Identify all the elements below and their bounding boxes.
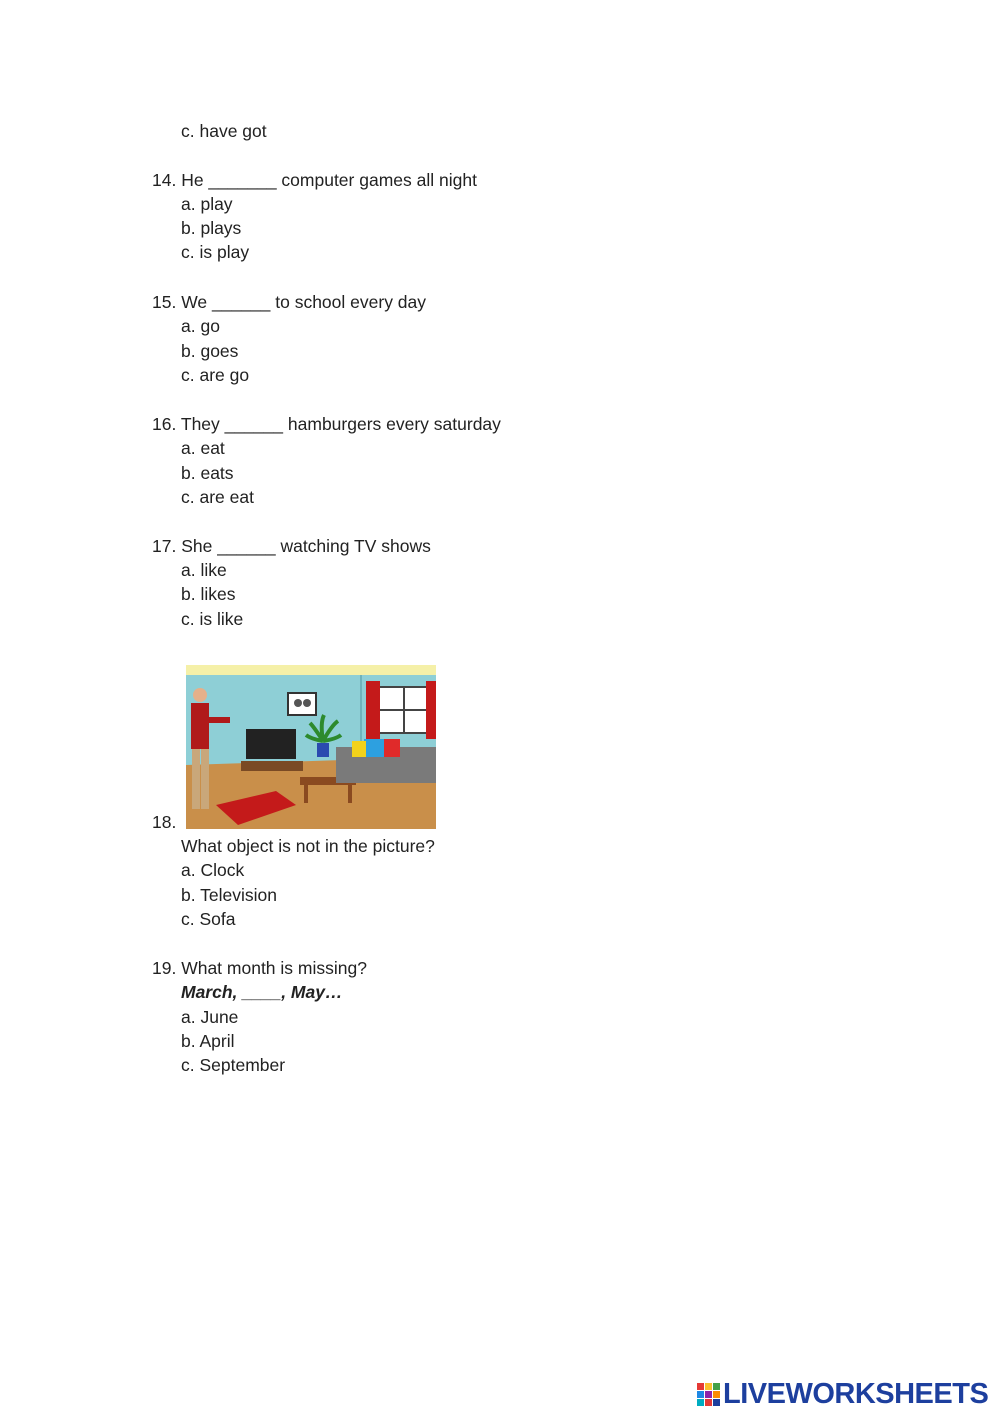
- option-17b[interactable]: b. likes: [181, 584, 236, 604]
- question-14: 14. He _______ computer games all night: [152, 170, 477, 190]
- living-room-picture: [186, 665, 436, 829]
- question-19-emphasis: March, ____, May…: [181, 982, 343, 1002]
- option-17a[interactable]: a. like: [181, 560, 227, 580]
- option-14c[interactable]: c. is play: [181, 242, 250, 262]
- option-19c[interactable]: c. September: [181, 1055, 286, 1075]
- option-17c[interactable]: c. is like: [181, 609, 244, 629]
- liveworksheets-logo-icon: [697, 1383, 721, 1407]
- liveworksheets-logo: [697, 1378, 997, 1410]
- question-16: 16. They ______ hamburgers every saturday: [152, 414, 501, 434]
- question-18-number: 18.: [152, 812, 177, 832]
- option-16c[interactable]: c. are eat: [181, 487, 254, 507]
- option-15a[interactable]: a. go: [181, 316, 220, 336]
- logo-text: LIVEWORKSHEETS: [723, 1378, 989, 1410]
- option-14a[interactable]: a. play: [181, 194, 233, 214]
- option-15c[interactable]: c. are go: [181, 365, 250, 385]
- option-19a[interactable]: a. June: [181, 1007, 239, 1027]
- option-19b[interactable]: b. April: [181, 1031, 235, 1051]
- option-18c[interactable]: c. Sofa: [181, 909, 236, 929]
- question-18-prompt: What object is not in the picture?: [181, 836, 435, 856]
- option-14b[interactable]: b. plays: [181, 218, 242, 238]
- option-15b[interactable]: b. goes: [181, 341, 239, 361]
- option-13c: c. have got: [181, 121, 267, 141]
- option-16a[interactable]: a. eat: [181, 438, 225, 458]
- question-15: 15. We ______ to school every day: [152, 292, 427, 312]
- question-17: 17. She ______ watching TV shows: [152, 536, 431, 556]
- option-18a[interactable]: a. Clock: [181, 860, 245, 880]
- option-18b[interactable]: b. Television: [181, 885, 277, 905]
- option-16b[interactable]: b. eats: [181, 463, 234, 483]
- question-19: 19. What month is missing?: [152, 958, 367, 978]
